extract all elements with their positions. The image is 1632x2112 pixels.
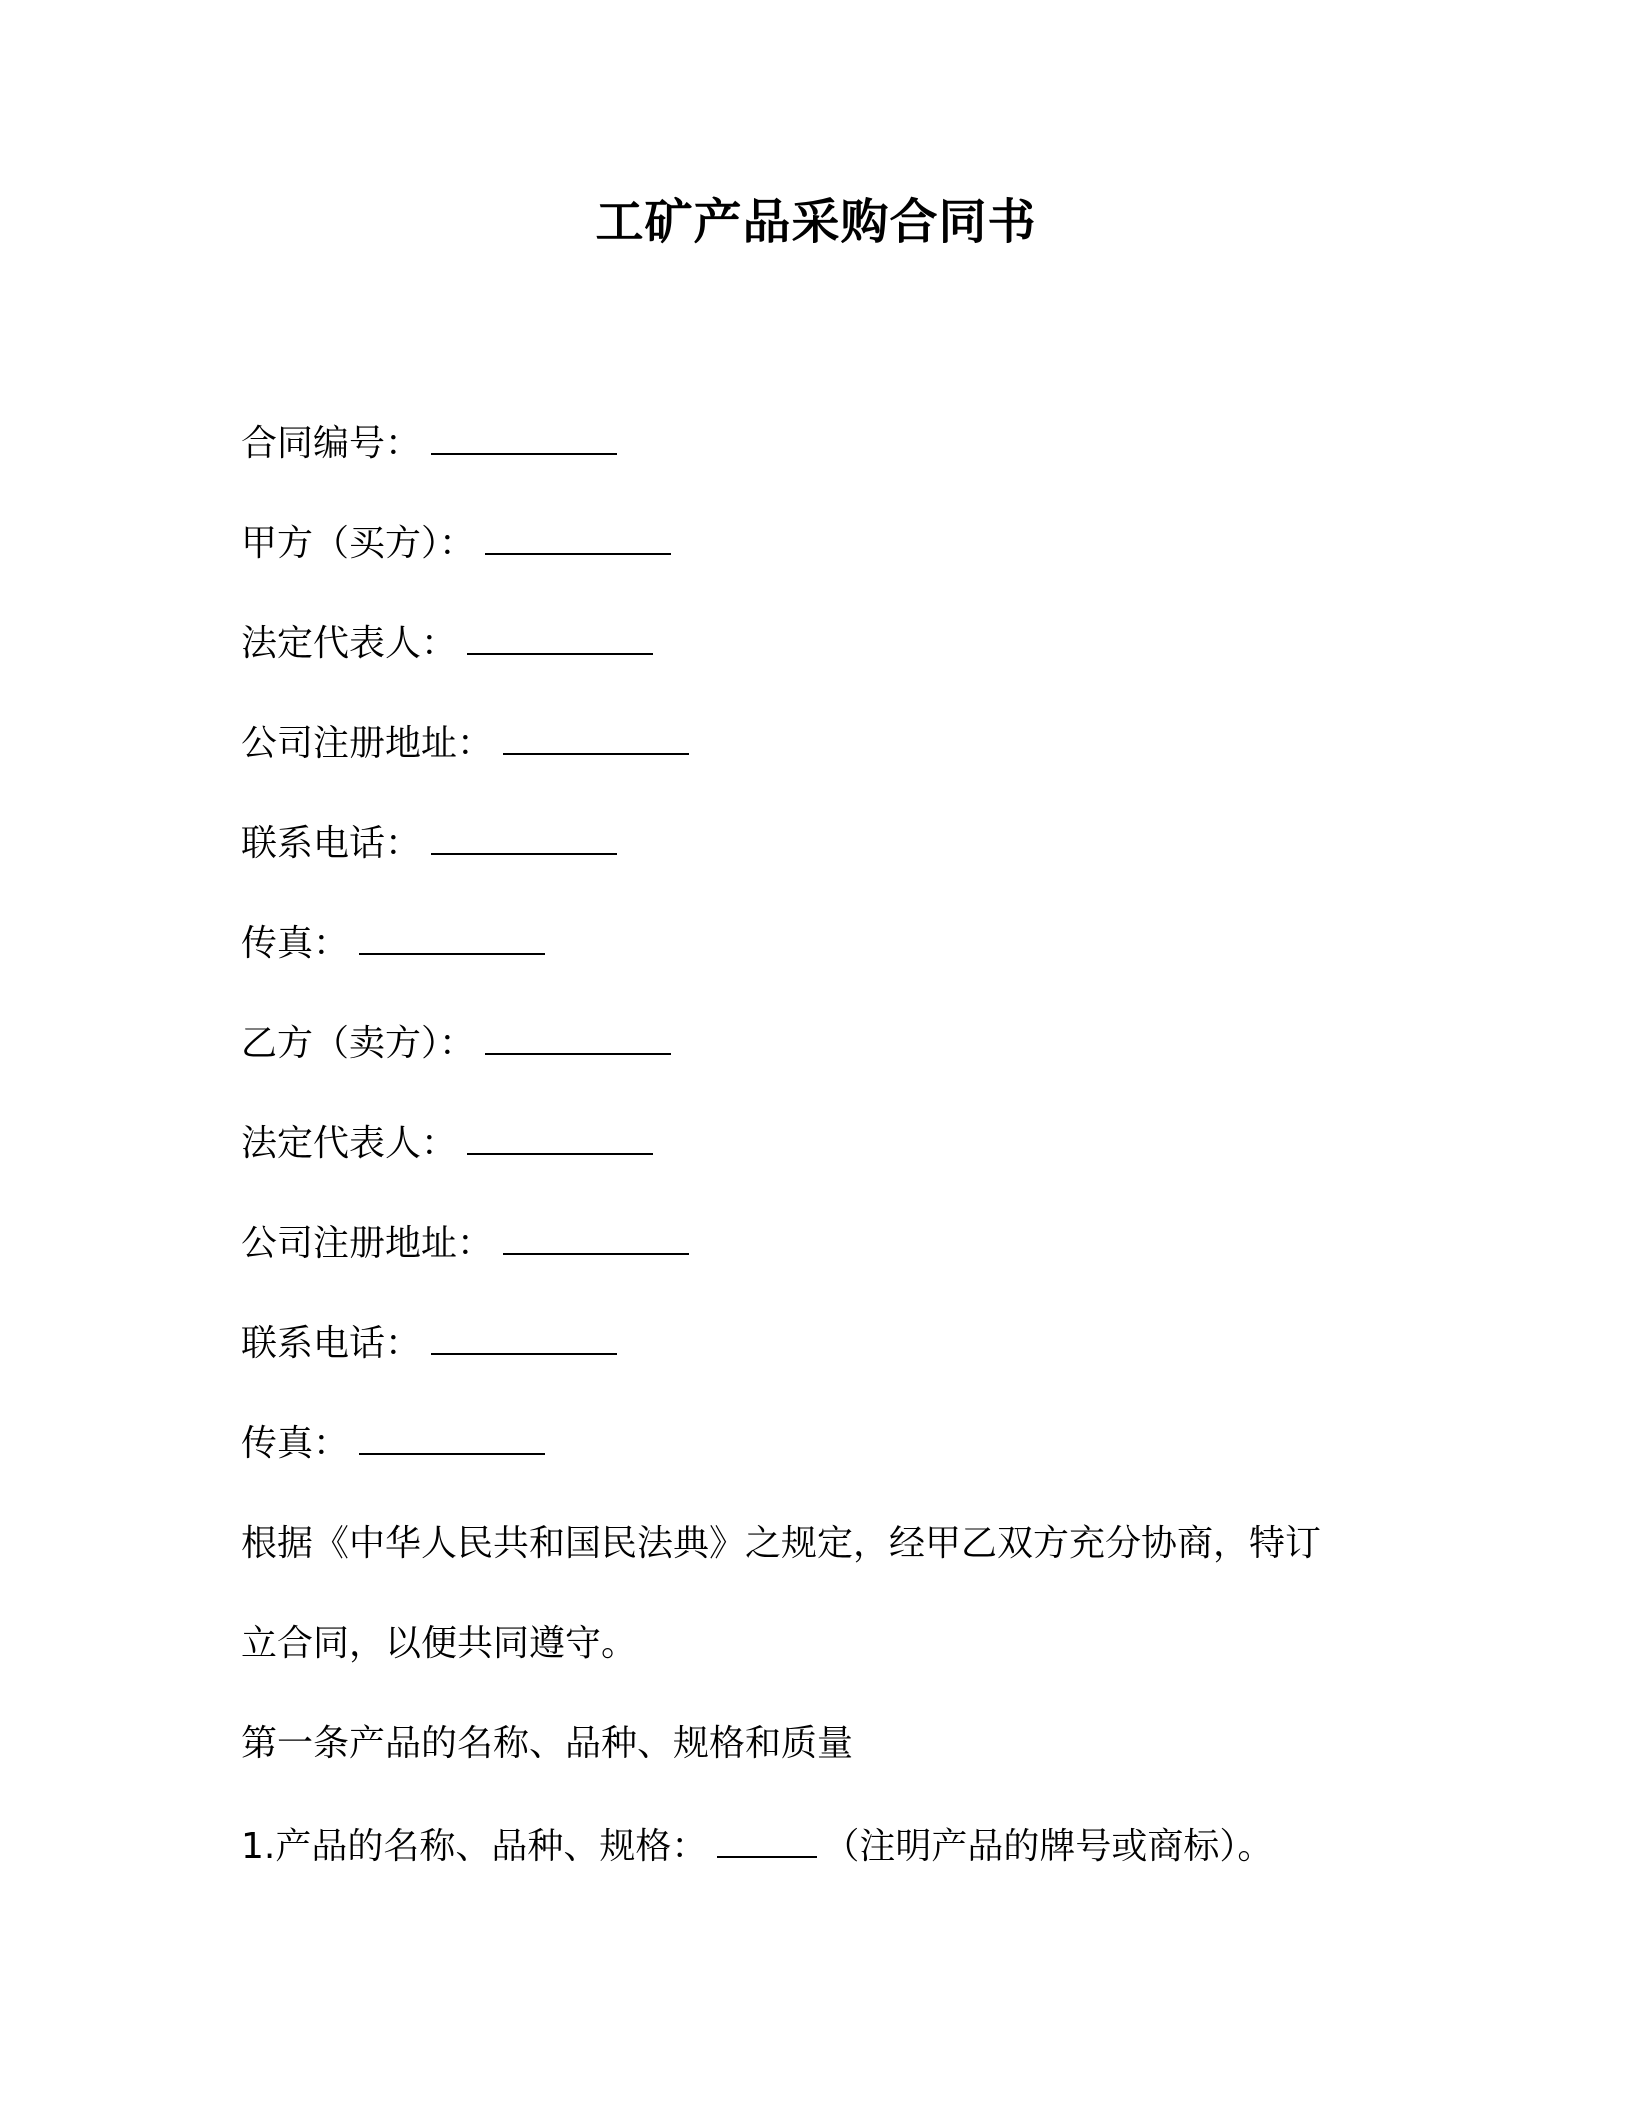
field-party-a — [241, 520, 671, 568]
field-label: 联系电话： — [241, 823, 422, 864]
field-party-a-address — [241, 720, 689, 768]
fill-in-blank[interactable] — [503, 723, 689, 755]
field-party-a-fax — [241, 920, 545, 968]
field-party-a-phone — [241, 820, 617, 868]
preamble-line-2: 立合同，以便共同遵守。 — [241, 1623, 638, 1664]
field-party-b-legal-rep — [241, 1120, 653, 1168]
field-party-b-fax — [241, 1420, 545, 1468]
fill-in-blank[interactable] — [431, 423, 617, 455]
fill-in-blank[interactable] — [485, 523, 671, 555]
field-party-b-phone — [241, 1320, 617, 1368]
field-label: 法定代表人： — [241, 623, 458, 664]
fill-in-blank[interactable] — [717, 1826, 817, 1858]
field-label: 传真： — [241, 1423, 350, 1464]
fill-in-blank[interactable] — [431, 823, 617, 855]
field-party-b — [241, 1020, 671, 1068]
fill-in-blank[interactable] — [359, 1423, 545, 1455]
item-1-line — [241, 1823, 1273, 1871]
field-label: 公司注册地址： — [241, 1223, 494, 1264]
document-title: 工矿产品采购合同书 — [595, 194, 1037, 250]
preamble-line-1: 根据《中华人民共和国民法典》之规定，经甲乙双方充分协商，特订 — [241, 1523, 1322, 1564]
field-contract-number — [241, 420, 617, 468]
field-label: 法定代表人： — [241, 1123, 458, 1164]
field-label: 甲方（买方）： — [241, 523, 476, 564]
item-1-prefix: 1.产品的名称、品种、规格： — [241, 1826, 708, 1867]
field-label: 乙方（卖方）： — [241, 1023, 476, 1064]
field-label: 合同编号： — [241, 423, 422, 464]
field-label: 传真： — [241, 923, 350, 964]
fill-in-blank[interactable] — [359, 923, 545, 955]
fill-in-blank[interactable] — [467, 623, 653, 655]
field-label: 公司注册地址： — [241, 723, 494, 764]
fill-in-blank[interactable] — [503, 1223, 689, 1255]
fill-in-blank[interactable] — [485, 1023, 671, 1055]
item-1-suffix: （注明产品的牌号或商标）。 — [823, 1826, 1274, 1867]
field-party-b-address — [241, 1220, 689, 1268]
field-label: 联系电话： — [241, 1323, 422, 1364]
article-1-heading: 第一条产品的名称、品种、规格和质量 — [241, 1723, 854, 1764]
fill-in-blank[interactable] — [467, 1123, 653, 1155]
fill-in-blank[interactable] — [431, 1323, 617, 1355]
field-party-a-legal-rep — [241, 620, 653, 668]
